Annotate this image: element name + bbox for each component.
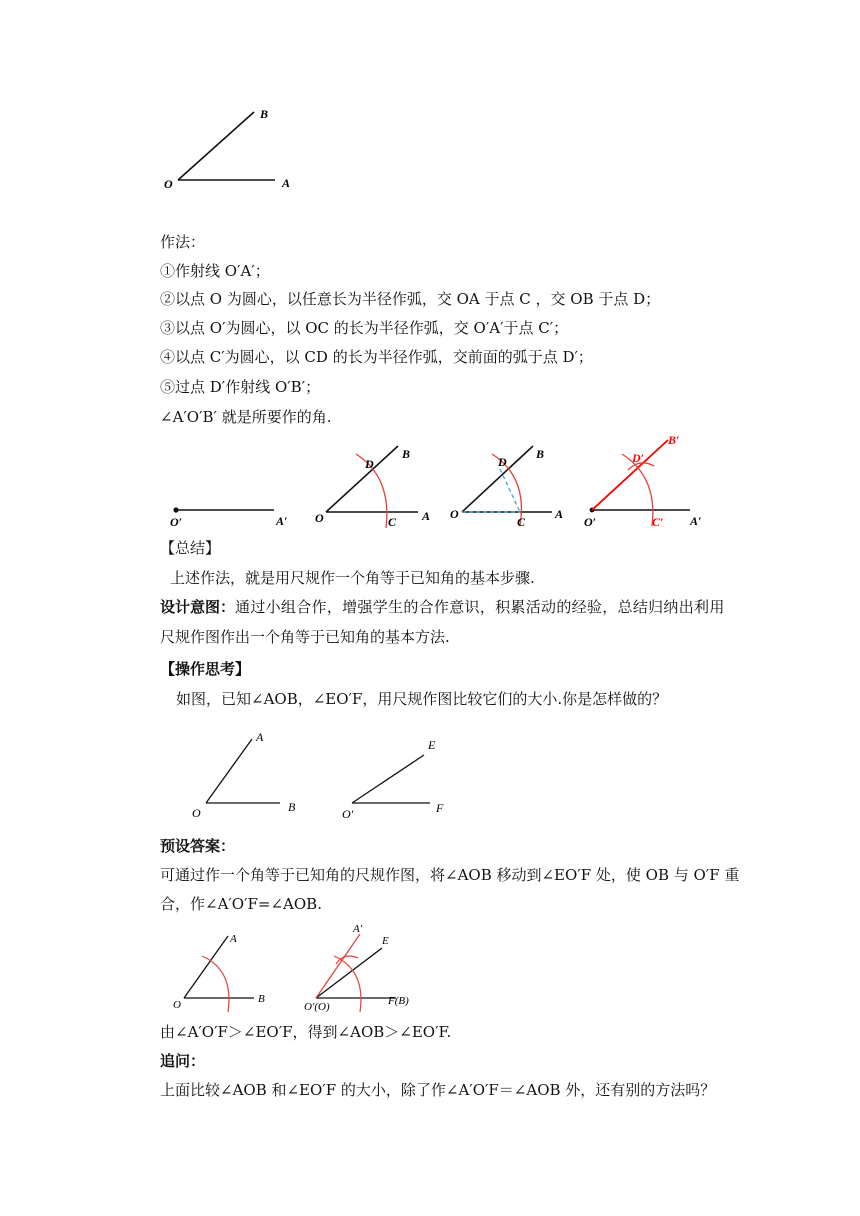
p2-label-a: A [422, 509, 431, 523]
f3-label-o: O [192, 806, 201, 820]
figure-angle-aob [150, 100, 310, 195]
result-text: 由∠A′O′F＞∠EO′F，得到∠AOB＞∠EO′F. [160, 1023, 452, 1041]
f4-cross-arc [336, 956, 358, 964]
ray-ob [178, 112, 254, 180]
figure-compare-angles [180, 725, 480, 825]
figure-answer-construction [170, 922, 430, 1014]
f4-label-f: F(B) [388, 995, 409, 1007]
summary-heading: 【总结】 [160, 539, 221, 557]
label-a: A [282, 176, 291, 190]
label-o: O [164, 177, 173, 191]
panel-arc-on-original [315, 446, 430, 529]
f4-left-label-a: A [230, 933, 237, 945]
f3-label-b: B [288, 800, 296, 814]
answer-line-1: 可通过作一个角等于已知角的尺规作图，将∠AOB 移动到∠EO′F 处，使 OB 与 O′F 重 [160, 866, 740, 884]
panel-ray [170, 507, 287, 529]
method-step-1: ①作射线 O′A′； [160, 262, 270, 280]
f3-ray-oa [206, 739, 252, 803]
p4-ray-ob [592, 440, 668, 510]
f4-label-a-prime: A′ [353, 923, 363, 935]
operate-text: 如图，已知∠AOB，∠EO′F，用尺规作图比较它们的大小.你是怎样做的？ [176, 690, 668, 708]
f4-left-label-b: B [258, 993, 265, 1005]
p2-ray-ob [326, 446, 398, 512]
method-heading: 作法： [160, 233, 206, 251]
f4-right-angle [304, 923, 409, 1013]
f4-ray-oa [184, 936, 228, 998]
design-label: 设计意图： [160, 598, 236, 616]
f3-label-e: E [428, 738, 436, 752]
f3-label-a: A [256, 730, 264, 744]
label-b: B [260, 107, 269, 121]
f3-ray-oe [352, 755, 424, 803]
p3-label-a: A [555, 507, 564, 521]
p1-label-o: O′ [170, 515, 183, 529]
method-step-5: ⑤过点 D′作射线 O′B′； [160, 378, 321, 396]
f4-left-label-o: O [173, 999, 181, 1011]
method-step-2: ②以点 O 为圆心，以任意长为半径作弧，交 OA 于点 C ，交 OB 于点 D； [160, 290, 661, 308]
p2-label-d: D [365, 457, 374, 471]
p2-label-o: O [315, 511, 324, 525]
f4-left-angle [173, 933, 265, 1012]
f4-label-o: O′(O) [304, 1001, 330, 1013]
answer-heading: 预设答案： [160, 837, 236, 855]
p4-label-b: B′ [668, 433, 680, 447]
design-line-2: 尺规作图作出一个角等于已知角的基本方法. [160, 628, 450, 646]
p3-dashed-dc [500, 469, 520, 512]
p1-label-a: A′ [276, 514, 288, 528]
p2-label-c: C [388, 515, 397, 529]
p4-label-o: O′ [584, 515, 597, 529]
f4-ray-oa-prime [316, 934, 360, 998]
angle-aob [192, 730, 296, 820]
angle-eof [342, 738, 444, 821]
p4-label-c: C′ [652, 515, 664, 529]
method-conclusion: ∠A′O′B′ 就是所要作的角. [160, 408, 332, 426]
f4-label-e: E [382, 935, 389, 947]
p3-label-c: C [517, 515, 526, 529]
method-step-3: ③以点 O′为圆心，以 OC 的长为半径作弧，交 O′A′于点 C′； [160, 319, 569, 337]
design-line-1 [160, 597, 725, 617]
p2-label-b: B [402, 447, 411, 461]
operate-heading: 【操作思考】 [160, 660, 251, 678]
f4-left-arc [202, 956, 229, 1012]
p3-label-b: B [536, 447, 545, 461]
design-text-1: 通过小组合作，增强学生的合作意识，积累活动的经验，总结归纳出利用 [235, 598, 725, 616]
panel-copy-arc [450, 446, 563, 529]
followup-text: 上面比较∠AOB 和∠EO′F 的大小，除了作∠A′O′F＝∠AOB 外，还有别的方法吗？ [160, 1081, 716, 1099]
f3-label-o: O′ [342, 807, 354, 821]
p4-label-a: A′ [690, 514, 702, 528]
panel-result [584, 433, 701, 529]
method-step-4: ④以点 C′为圆心，以 CD 的长为半径作弧，交前面的弧于点 D′； [160, 348, 593, 366]
p3-label-o: O [450, 507, 459, 521]
answer-line-2: 合，作∠A′O′F=∠AOB. [160, 895, 322, 913]
p4-label-d: D′ [632, 451, 645, 465]
f4-right-arc [334, 956, 361, 1012]
summary-text: 上述作法，就是用尺规作一个角等于已知角的基本步骤. [170, 569, 535, 587]
p3-label-d: D [498, 455, 507, 469]
f3-label-f: F [436, 801, 444, 815]
followup-heading: 追问： [160, 1052, 206, 1070]
figure-construction-steps [160, 432, 720, 532]
